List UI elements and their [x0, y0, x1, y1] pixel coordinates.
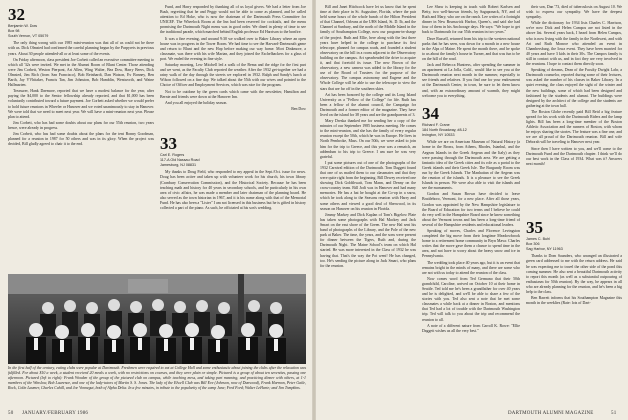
photo-caption: In the first half of the century, eating clubs were popular at Dartmouth. Freshmen were required to eat at College Hall and some enthusiastic about joining the clubs after the relaxation was fulfilled. For about $10 a week, a student received 20 meals a week, with no restrictions on courses, and they were plain or simple. Pictured is a group of about ten seventies, passing one afternoon. Pictured (left to right): Frank Wooden of the group of the pictured club on campus, while teaching mess, and taking part meaning, and practicing dinner with others, at 1-1 members of the Winslow, Bob Laurence, and one of the lady-tutors of Martin S. S. Jones. The lady of the Elwell Club was Bill Eve (Johnson, now of Dunwood), Frank Harmon, Peter Gaile, Rock, Colin Laumer, Charles Cahill, and Joe Vonnegut, both of Alpha Delta. In a few minutes, in tribute to the popularity of the camp Jane; Fred Ford; Walter LeHarte; and Jim Tompkins.	[8, 366, 306, 390]
paragraph: Now comes word from Ted Germano that their 50th grandchild, Caroline, arrived on October 10 at their home in Seattle. Ted told me he's been a grandfather for over 40 years and he is delighted, and we'll be able to share a few of the stories with you. Ted also sent a note that he met some classmates a while back at a dinner in Boston, and mentions that Ted had a lot of trouble with the Dartmouth Washington trip. Ted will talk to you about the trip and recommend the reunion to all.	[422, 276, 520, 322]
paragraph: Thanks to Dom Saunders, who arranged an illustrated a green card addressed to me with the return address. He said he was expecting me to travel the other side of the pond this coming summer. He also sent a beautiful Dartmouth activity to report this month (as well as a substantial outpouring of enthusiasm for 50th reunion). By the way, he appears in all who are already planning for the reunion, and he's been a big help to the class.	[526, 254, 622, 295]
paragraph: My thanks to Doug Field, who responded to my appeal in the Sept./Oct. issue for news. Doug has been active and taken up with volunteer work for his church, his town library (Cranbury Conservation Commission), and the Historical Society. Because he has been teaching math and history for 40 years in secondary schools, and he particularly in his own area of civic affairs, he was made a member and later chairman of the planning board. He also served as the town historian in 1967, and it is his name along with that of the Memorial Fund. He has also been a "Lister" I am not licensed in this business but he is gifted in history collected a part of the piano. As such, he officiated at his son's wedding.	[160, 170, 306, 211]
paragraph: Speaking of moves, Charles and Florence Levingston completed the big move from their longtime Meadowbrook home to a retirement home community in Bryn Mawr. Charles writes that the move gave them a chance to spend time in the area, and not have to worry about the heavy snow and ice in Pennsylvania.	[422, 228, 520, 259]
paragraph: Gordon and Susan Brown have decided to leave Brattleboro, Vermont, for a new place. After all those years, Gordon was appointed by the New Hampshire legislature to the Board of Education for two terms and I believe he could do very well in the Hampshire Board since he knew something about the Vermont towns and has been a long-time friend of several of the Hampshire residents and educational leaders.	[422, 192, 520, 227]
paragraph: Speaking of dreams, Dean of the Faculty Dwight Lahr, a Dartmouth counselor, reported during some of their lectures, was asked the number of his classes in Baker Library. In a quiet evening, the class enjoyed the sight of the winter and the new buildings, some of which had been designed and fashioned by the students and alumni. The buildings were designed by the architect of the college and the students are gathering at the town hall.	[526, 68, 622, 108]
right-column-3-lower	[526, 218, 622, 407]
class-number-33: 33	[160, 134, 177, 153]
paragraph: Not to be outdone by the green cards which came with the newsletter, Hamilton and Bernie and friends were down at the Hanover Inn.	[160, 89, 306, 99]
paragraph: Ben Barreit informs that his Southampton Magazine this month in the weeklies (Rate: lots of Dart-	[526, 296, 622, 306]
class-secretary-address: Carl E. Rogers 117-A Old Nassau Road Jamesburg, NJ 08831	[160, 153, 200, 167]
folio-magazine-name: DARTMOUTH ALUMNI MAGAZINE	[508, 411, 594, 416]
paragraph: While the dictionary for 1934 lists Charles C. Harrison, we're now Dick and Helen Campos are not listed in the above list. Several years back, I heard from Helen Campos, who is now living with the family in the Northwest, and with Art and Ruth Monroe who attended an event in Chambersburg, the Iowa event. They have been married for 40 years and have 3 kids in their 30s. The Campos family is still in contact with us, and in fact they are very involved in the reunions. I hope to contact them directly soon.	[526, 21, 622, 67]
paragraph: The only thing wrong with our 1985 mini-reunion was that all of us could not be there with us. Dick Olmsted had confirmed the careful planning begun by the Parpyrets in previous years. About 30 people attended-all or at least some of the events.	[8, 41, 154, 56]
paragraph: their son, Dan '73, died of tuberculosis on August 10. We wish to express our sympathy. We have the deepest sympathy.	[526, 5, 622, 20]
class-number-35: 35	[526, 218, 543, 237]
paragraph: Jack and Rebecca Huntress, after spending the summer in an apartment at La Jolla, Calif., would like to see you at the Dartmouth reunion next month in the summer, especially to see friends and relatives. If you find one for your endowment at the Dartmouth Center, in town, be sure to let them know and, with an extraordinary amount of warmth, they might welcome you to everything.	[422, 63, 520, 98]
paragraph: And you all enjoyed the holiday season.	[165, 100, 228, 105]
right-column-2	[422, 5, 520, 103]
class-number-32: 32	[8, 5, 25, 24]
class-secretary-address: James C. Buhl Box 306 Sag Harbor, NY 11963	[526, 237, 563, 251]
paragraph: Treasurer, Hank Daemore, reported that we have a modest balance for the year, after paying the $4,000 to the Senior fellowship already reported, and that $1,000 has been voluntarily contributed toward a future payment. Joe Corbett asked whether we would prefer to hold future reunions in Wheeler or Hanover and we voted unanimously to stay in Hanover. We were told that we need to meet next year. We will have a mini-reunion next year. Please plan to attend.	[8, 89, 154, 119]
page-gutter	[312, 0, 316, 420]
paragraph: While we are on American Museum of Natural History (a home in the Bronx, from Athens, Rhodes, Istanbul, and the Aegean Islands in the Greek Aegean and the Italy) as they were passing through the Dartmouth area. We are getting a fantastic idea of the Greek cities and its role as a portal to the Greek islands and their Greek Isle. The Burgundy Room was run by the Greek Islands. The Manhattan of the Aegean was the reunion of the islands. It is a pleasure to see the Greek Islands in person. We were also able to visit the islands and see the monuments.	[422, 140, 520, 191]
group-photo-eating-club	[8, 274, 306, 364]
paragraph: Bill and Janet Hitchcock have let us know that he spent time at their place in St. Augustine, Florida, where the pair held some hours of the whole bunch of the Hilton President of that Channel, Orleans at the UHS Island, St. D. Ib, and the Channel at Sunbury, and the north of the Middle Island in the family of Southampton College, now our program-in-charge of the project. Ruth and Ellie, here along with the last three years have helped in the college to purchase its first telescope, planned for campus roads, and founded a student observatory on the hill in a room adjacent to the Observatory building on the campus. Art spearheaded the drive to acquire it, and that foretold its issue. The new Brown of the observatory, a new camera was added to the library for the use of the Board of Trustees for the purpose of the observatory. The campus astronomy and Eugene and the Whole College will be able to use the telescope to view the stars that are far off in the southern skies.	[320, 5, 416, 91]
paragraph: A note of a different nature from Carroll K. Rowe: "Ellie Daggett wishes us all the very best."	[422, 323, 520, 333]
right-column-1	[320, 5, 416, 407]
left-column-2	[160, 5, 306, 133]
signature: Ben Dow	[291, 106, 306, 111]
paragraph: It was a fine evening, and around 9:30 we walked over to Baker Library where an open house was in progress in the Tower Room. We had time to see the Harvard-Dartmouth game and return to Blunt and the new Hop before making our way home. Mort Dinkmore, a classmate, was there with his wife Marian, and they joined the Eschelbackers for a glass of port. We ended the evening in fine style.	[160, 36, 306, 61]
paragraph: Lee Shaw is keeping in touch with Robert Karlsen and Betty, two well-known friends, by Sagaponack, NY, and of Ruth and Mary, who are on the ranch. Lee writes of a fortnight dinner in New Brunswick Harbor, Queen's, and said she had four of them in his Anchorage days. He says: "We hope to get back to Dartmouth for our 55th reunion in two years."	[422, 5, 520, 35]
paragraph: Saturday morning, Lew Mitchell led a walk of the Bema and the ridge for the first part and we went, as the Faculty Club reported the weather. After the 1932 get-together we had a rainy walk of the day through the streets we explored in 1932. Ralph and Sandy's lunch at Wilson followed on a fine day. We talked about the 55th with our wives and pointed to the Choice of Officer and Employment Services, which was nice for the program.	[160, 63, 306, 88]
left-column-2-lower	[160, 134, 306, 272]
folio-issue-date: JANUARY/FEBRUARY 1986	[22, 411, 89, 416]
left-column-1	[8, 5, 154, 271]
class-secretary-address: Richard F. Crane 184 North Broadway, #8-12 Irvington, NY 10533	[422, 123, 467, 137]
paragraph: Fund, and Harry responded by thanking all of us loyal givers. We had a letter from Joe Bush, regretting that he and Peggy would not be able to come as planned, and he called attention to Ed Hoke, who is now the chairman of the Dartmouth Press Committee for UNICEF. The Wheelock Room at the Inn had been reserved for cocktails, and the menu promising the Dartmouth Night menu was in good order. We dined in plenty of time to see the traditional parade, which marched behind English professor Ed Harrison to the bonfire.	[160, 5, 306, 35]
folio-page-number: 51	[611, 411, 617, 416]
paragraph: Since then I have written to you, and we'll come to the Dartmouth Fund and the Dartmouth chapter. I think we'll do our best work in the Class of 1934. What was it? Answers next month!	[526, 146, 622, 166]
right-column-3	[526, 5, 622, 217]
class-number-34: 34	[422, 104, 439, 123]
paragraph: Mary Dreska thanked me for sending her a copy of the minutes of our September 1985 business meeting. He comes to the mini-reunion, and she has the family of every regular reunion except the 50th, which he was in Europe. He lives in North Pembroke, Mass. On our 50th, we were asked to join him for the trip to Greece, and this year was a rematch, an addendum to his trip to Greece. I am sure he was very grateful.	[320, 119, 416, 159]
paragraph: The Boston Globe recently paid Bill Reid a big feature spread for his work with the Dartmouth Riders and the lamp lights. Bill has been a long-time member of the Boston Athletic Association and the runners of Boston, with whom he enjoys sharing the stories. The feature was a fine one, and we are all proud of the Dartmouth reunion. Bill and wife Deborah will be traveling to Hanover next year.	[526, 109, 622, 145]
paragraph: I put some pictures out of one of the photographs of the 1932 Carnival edition of the Dartmouth. Tom Daggett found that one of us mailed them to our classmates and that they were quite right from the beginning. Bill Dewey received one showing Dick Goldthwait, Tom Mann, and Denny on the cross-country team. Bill Jodi was in Hanover and had many memories. He has a hat he bought at the Co-op in a snow, which he took along to the Seasons reunion with Harry and some others and viewed a good deal of Sherwood, in its season on Hanover on his reunion in Florida.	[320, 160, 416, 211]
paragraph: Dave Russell, returned from his trip to the western national parks that he has seen, was down for a month in a new house in the Alps of Maine. He spent the month there, and he spoke to us about the family's house in Turner, and that was fun to be on the hill of the road.	[422, 36, 520, 61]
paragraph: Art has been honored by the college and its Long Island University as a "Fellow of the College" for life. Ruth has been a fellow of the alumni council, the Campaign for Dartmouth and a former editor of the magazine. They have lived on the island for 38 years and are the grandparents of 3.	[320, 92, 416, 117]
right-column-2-lower	[422, 104, 520, 407]
photo-illustration	[8, 274, 306, 364]
paragraph: Jimmy Markey and Dick Kaplan of Tom's Bigelow Plate has taken some photographs with Hal Mackey and Jack Smart on the east shore of the Green. The new Hal sent his band of photographs of the Library, and the Pole of the new park at Baker. The time, the years, and the sons were present for dinner between the Tigers, Ruth and, during the Dartmouth Night. The Maine School's team on which Hal started. He was more interested in the Class of 1932 he was having that. That's the way the Pot went! He has changed, too. He's sending the picture along in Jack Smart, who plans for the reunion.	[320, 212, 416, 268]
folio-page-number: 50	[8, 411, 14, 416]
paragraph: On Friday afternoon, class president Joe Corbett called an executive committee meeting to which all '32s were invited. We met in the Alumni Room of Blunt Center. Those attending were Jim Corbett, Weston Pierpont, Art Allen, Wing Walter, Bea Dow, Harry Beers, Dick Olmsted, Jim Rich (from San Francisco), Bob Reinhardt, Dan Watson, Ev Bonney, Ben Barth, Jay VVhitaker, Francis Tan, Jim Johnston, Bob Hamblin, Wentworth, and Waine Hallmarten.	[8, 57, 154, 88]
paragraph: Jim Corbett, who has had some doubts about our plans for our 55th reunion, two years hence, were already in progress.	[8, 120, 154, 130]
paragraph: Jim Corbett, who has had some doubts about the plans for the tent Bonny Goodman, planned for a reunion in 1987 for 50 others and was in its glory. When the project was decided, Bill gladly agreed to chair it to the end.	[8, 131, 154, 147]
class-secretary-address: Benjamin W. Dow Box 98 South Vernon, VT 05079	[8, 24, 49, 38]
paragraph: The wedding took place 40 years ago, but it is an event that remains bright in the minds of many, and there are some who are not with us today to attend the reunion of the class.	[422, 260, 520, 275]
